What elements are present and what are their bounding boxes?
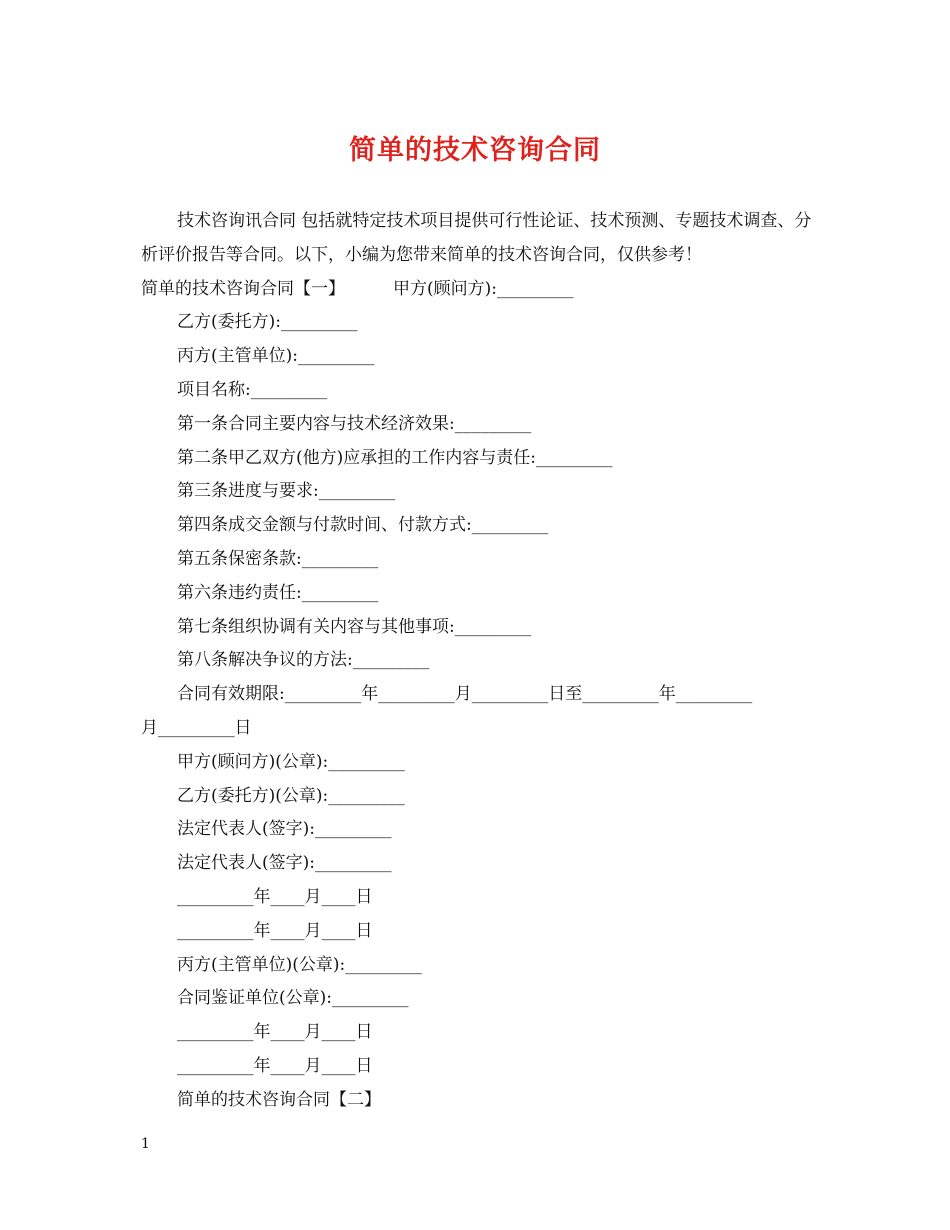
validity-line-2: 月_________日 <box>141 717 252 738</box>
party-a-field: 甲方(顾问方):_________ <box>393 278 574 299</box>
section1-heading: 简单的技术咨询合同【一】 <box>141 278 345 299</box>
signature-date-3: _________年____月____日 <box>177 1022 373 1043</box>
contract-line-article-4: 第四条成交金额与付款时间、付款方式:_________ <box>177 515 549 536</box>
signature-verification-seal: 合同鉴证单位(公章):_________ <box>177 988 409 1009</box>
section2-heading: 简单的技术咨询合同【二】 <box>177 1089 381 1110</box>
signature-date-1: _________年____月____日 <box>177 886 373 907</box>
contract-line-article-3: 第三条进度与要求:_________ <box>177 481 396 502</box>
contract-line-article-7: 第七条组织协调有关内容与其他事项:_________ <box>177 616 532 637</box>
signature-date-4: _________年____月____日 <box>177 1055 373 1076</box>
signature-legal-rep-1: 法定代表人(签字):_________ <box>177 819 392 840</box>
signature-party-b-seal: 乙方(委托方)(公章):_________ <box>177 785 405 806</box>
signature-legal-rep-2: 法定代表人(签字):_________ <box>177 853 392 874</box>
intro-paragraph: 技术咨询讯合同 包括就特定技术项目提供可行性论证、技术预测、专题技术调查、分析评价报告等合同。以下，小编为您带来简单的技术咨询合同，仅供参考！ <box>141 211 812 265</box>
contract-line-party-b: 乙方(委托方):_________ <box>177 312 358 333</box>
signature-date-2: _________年____月____日 <box>177 920 373 941</box>
document-title: 简单的技术咨询合同 <box>349 135 601 166</box>
validity-line-1: 合同有效期限:_________年_________月_________日至_________年_________ <box>177 684 753 705</box>
signature-party-c-seal: 丙方(主管单位)(公章):_________ <box>177 954 422 975</box>
contract-line-article-6: 第六条违约责任:_________ <box>177 582 379 603</box>
signature-party-a-seal: 甲方(顾问方)(公章):_________ <box>177 751 405 772</box>
document-body <box>141 205 821 1118</box>
contract-line-article-1: 第一条合同主要内容与技术经济效果:_________ <box>177 413 532 434</box>
contract-line-project-name: 项目名称:_________ <box>177 379 328 400</box>
contract-line-article-5: 第五条保密条款:_________ <box>177 548 379 569</box>
contract-line-party-c: 丙方(主管单位):_________ <box>177 346 375 367</box>
section1-heading-line <box>141 273 821 307</box>
contract-line-article-8: 第八条解决争议的方法:_________ <box>177 650 430 671</box>
page-number: 1 <box>141 1136 150 1152</box>
contract-line-article-2: 第二条甲乙双方(他方)应承担的工作内容与责任:_________ <box>177 447 613 468</box>
